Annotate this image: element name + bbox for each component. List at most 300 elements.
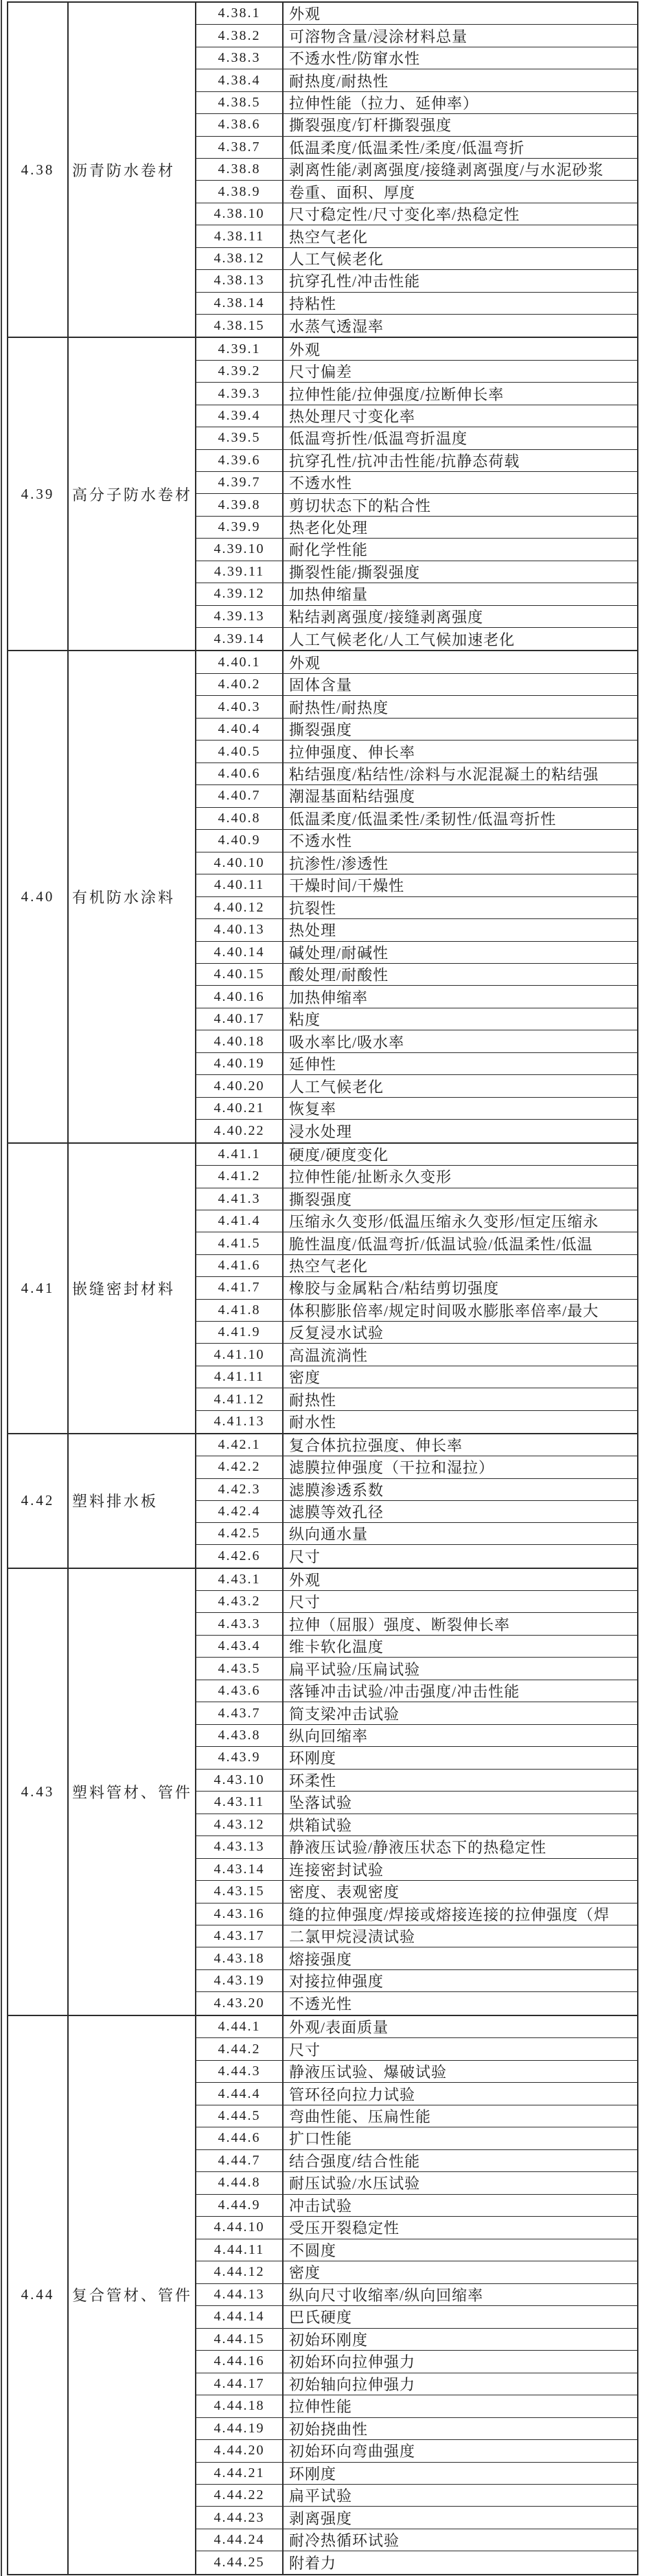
group-rows xyxy=(196,2016,637,2574)
item-name-cell: 脆性温度/低温弯折/低温试验/低温柔性/低温 xyxy=(289,1235,593,1253)
table-row xyxy=(196,1366,637,1388)
item-number-cell: 4.42.1 xyxy=(196,1434,284,1456)
item-number-cell: 4.39.12 xyxy=(196,583,284,605)
item-name-cell: 扁平试验/压扁试验 xyxy=(289,1660,421,1678)
table-row xyxy=(196,964,637,986)
table-row xyxy=(196,2418,637,2440)
table-row xyxy=(196,2083,637,2105)
item-name-cell: 滤膜等效孔径 xyxy=(289,1503,384,1521)
item-number-cell: 4.44.1 xyxy=(196,2016,284,2037)
item-name-cell: 高温流淌性 xyxy=(289,1346,369,1364)
item-name-cell: 滤膜拉伸强度（干拉和湿拉） xyxy=(289,1459,495,1477)
item-number-cell: 4.43.11 xyxy=(196,1792,284,1813)
table-row xyxy=(196,1456,637,1478)
item-number-cell: 4.41.8 xyxy=(196,1300,284,1321)
table-row xyxy=(196,225,637,247)
item-number-cell: 4.41.6 xyxy=(196,1255,284,1276)
item-number-cell: 4.44.6 xyxy=(196,2127,284,2149)
group-category-cell: 嵌缝密封材料 xyxy=(69,1144,196,1433)
table-row xyxy=(196,1322,637,1344)
table-row xyxy=(196,203,637,225)
item-name-cell: 尺寸 xyxy=(289,1548,321,1566)
item-number-cell: 4.44.15 xyxy=(196,2329,284,2350)
table-row xyxy=(196,2463,637,2485)
table-row xyxy=(196,874,637,896)
table-row xyxy=(196,561,637,583)
item-number-cell: 4.40.1 xyxy=(196,651,284,673)
item-number-cell: 4.44.23 xyxy=(196,2507,284,2528)
item-number-cell: 4.40.14 xyxy=(196,942,284,963)
item-name-cell: 卷重、面积、厚度 xyxy=(289,183,416,201)
table-row xyxy=(196,1344,637,1366)
item-number-cell: 4.38.12 xyxy=(196,248,284,269)
table-row xyxy=(196,763,637,785)
item-number-cell: 4.39.11 xyxy=(196,561,284,583)
table-row xyxy=(196,2373,637,2395)
table-row xyxy=(196,2440,637,2462)
item-name-cell: 扁平试验 xyxy=(289,2487,353,2505)
item-name-cell: 干燥时间/干燥性 xyxy=(289,877,405,895)
item-number-cell: 4.43.17 xyxy=(196,1925,284,1947)
item-number-cell: 4.44.5 xyxy=(196,2105,284,2127)
table-row xyxy=(196,92,637,114)
group-number-cell: 4.42 xyxy=(8,1434,69,1567)
table-row xyxy=(196,2395,637,2417)
item-number-cell: 4.39.1 xyxy=(196,338,284,359)
item-name-cell: 纵向回缩率 xyxy=(289,1728,369,1745)
table-row xyxy=(196,1992,637,2014)
item-number-cell: 4.39.13 xyxy=(196,606,284,627)
item-name-cell: 粘结剥离强度/接缝剥离强度 xyxy=(289,608,484,626)
table-row xyxy=(196,1053,637,1075)
item-number-cell: 4.42.2 xyxy=(196,1456,284,1478)
item-name-cell: 结合强度/结合性能 xyxy=(289,2152,421,2170)
table-row xyxy=(196,696,637,718)
item-number-cell: 4.43.8 xyxy=(196,1725,284,1746)
item-name-cell: 不透水性 xyxy=(289,833,353,850)
item-name-cell: 剪切状态下的粘合性 xyxy=(289,497,432,515)
table-row xyxy=(196,517,637,539)
item-name-cell: 扩口性能 xyxy=(289,2130,353,2148)
table-row xyxy=(196,1144,637,1166)
item-name-cell: 热老化处理 xyxy=(289,519,369,537)
item-name-cell: 恢复率 xyxy=(289,1100,337,1118)
item-name-cell: 环刚度 xyxy=(289,2465,337,2483)
table-row xyxy=(196,1569,637,1591)
table-row xyxy=(196,361,637,383)
item-number-cell: 4.42.6 xyxy=(196,1545,284,1567)
table-row xyxy=(196,405,637,427)
item-name-cell: 不透水性/防窜水性 xyxy=(289,50,421,68)
item-number-cell: 4.43.13 xyxy=(196,1836,284,1857)
table-row xyxy=(196,1030,637,1052)
item-name-cell: 加热伸缩率 xyxy=(289,988,369,1006)
table-row xyxy=(196,293,637,315)
item-name-cell: 尺寸稳定性/尺寸变化率/热稳定性 xyxy=(289,206,520,224)
capability-table xyxy=(7,1,638,2575)
table-row xyxy=(196,1836,637,1858)
item-number-cell: 4.40.22 xyxy=(196,1120,284,1142)
group-number-cell: 4.41 xyxy=(8,1144,69,1433)
item-name-cell: 烘箱试验 xyxy=(289,1816,353,1834)
table-row xyxy=(196,808,637,830)
item-name-cell: 浸水处理 xyxy=(289,1123,353,1141)
table-row xyxy=(196,2217,637,2239)
item-name-cell: 耐化学性能 xyxy=(289,541,369,559)
item-name-cell: 外观/表面质量 xyxy=(289,2019,389,2037)
item-number-cell: 4.43.14 xyxy=(196,1859,284,1880)
table-row xyxy=(196,450,637,472)
item-name-cell: 缝的拉伸强度/焊接或熔接连接的拉伸强度（焊 xyxy=(289,1906,610,1923)
item-name-cell: 不圆度 xyxy=(289,2241,337,2259)
item-number-cell: 4.41.9 xyxy=(196,1322,284,1343)
table-row xyxy=(196,2529,637,2551)
item-name-cell: 初始挠曲性 xyxy=(289,2420,369,2438)
item-number-cell: 4.40.2 xyxy=(196,674,284,695)
table-row xyxy=(196,1008,637,1030)
item-name-cell: 低温柔度/低温柔性/柔韧性/低温弯折性 xyxy=(289,810,557,828)
item-name-cell: 不透光性 xyxy=(289,1996,353,2013)
table-row xyxy=(196,2239,637,2261)
item-number-cell: 4.41.4 xyxy=(196,1210,284,1232)
item-number-cell: 4.39.8 xyxy=(196,494,284,515)
item-name-cell: 外观 xyxy=(289,5,321,23)
item-number-cell: 4.43.19 xyxy=(196,1970,284,1991)
item-number-cell: 4.38.10 xyxy=(196,203,284,225)
item-name-cell: 持粘性 xyxy=(289,295,337,313)
table-row xyxy=(196,674,637,696)
table-row xyxy=(196,741,637,762)
item-name-cell: 撕裂性能/撕裂强度 xyxy=(289,563,421,581)
item-name-cell: 静液压试验/静液压状态下的热稳定性 xyxy=(289,1839,547,1857)
item-number-cell: 4.41.5 xyxy=(196,1232,284,1254)
table-row xyxy=(196,1903,637,1925)
item-number-cell: 4.44.14 xyxy=(196,2306,284,2327)
table-row xyxy=(196,539,637,561)
item-name-cell: 低温弯折性/低温弯折温度 xyxy=(289,430,468,448)
table-row xyxy=(196,1792,637,1814)
item-name-cell: 环柔性 xyxy=(289,1772,337,1789)
item-name-cell: 落锤冲击试验/冲击强度/冲击性能 xyxy=(289,1683,520,1701)
table-row xyxy=(196,315,637,337)
table-row xyxy=(196,1947,637,1969)
table-row xyxy=(196,830,637,852)
table-row xyxy=(196,2061,637,2083)
item-name-cell: 简支梁冲击试验 xyxy=(289,1705,400,1723)
table-row xyxy=(196,1680,637,1702)
item-number-cell: 4.44.22 xyxy=(196,2485,284,2506)
item-number-cell: 4.39.7 xyxy=(196,472,284,493)
table-row xyxy=(196,1166,637,1188)
item-name-cell: 不透水性 xyxy=(289,475,353,493)
item-number-cell: 4.44.17 xyxy=(196,2373,284,2395)
group-category-cell: 沥青防水卷材 xyxy=(69,3,196,337)
table-row xyxy=(196,114,637,136)
item-number-cell: 4.38.6 xyxy=(196,114,284,135)
item-name-cell: 热空气老化 xyxy=(289,1258,369,1276)
item-number-cell: 4.40.3 xyxy=(196,696,284,717)
item-number-cell: 4.38.4 xyxy=(196,69,284,91)
item-name-cell: 坠落试验 xyxy=(289,1794,353,1812)
item-name-cell: 撕裂强度/钉杆撕裂强度 xyxy=(289,117,452,135)
item-number-cell: 4.43.3 xyxy=(196,1613,284,1634)
group-number-cell: 4.40 xyxy=(8,651,69,1142)
table-row xyxy=(196,1591,637,1613)
item-number-cell: 4.44.4 xyxy=(196,2083,284,2104)
table-row xyxy=(196,2150,637,2172)
item-number-cell: 4.38.7 xyxy=(196,137,284,158)
item-number-cell: 4.38.14 xyxy=(196,293,284,314)
item-name-cell: 外观 xyxy=(289,654,321,672)
item-number-cell: 4.43.2 xyxy=(196,1591,284,1612)
item-name-cell: 粘度 xyxy=(289,1011,321,1029)
item-name-cell: 二氯甲烷浸渍试验 xyxy=(289,1928,416,1946)
table-row xyxy=(196,1232,637,1254)
item-name-cell: 热空气老化 xyxy=(289,228,369,246)
table-row xyxy=(196,942,637,964)
table-row xyxy=(196,1725,637,1747)
item-number-cell: 4.40.8 xyxy=(196,808,284,829)
item-number-cell: 4.38.8 xyxy=(196,159,284,180)
item-name-cell: 水蒸气透湿率 xyxy=(289,317,384,335)
group-rows xyxy=(196,338,637,650)
item-number-cell: 4.44.10 xyxy=(196,2217,284,2238)
table-row xyxy=(196,1188,637,1210)
item-number-cell: 4.43.12 xyxy=(196,1814,284,1835)
item-name-cell: 受压开裂稳定性 xyxy=(289,2219,400,2237)
item-number-cell: 4.41.13 xyxy=(196,1411,284,1433)
item-name-cell: 纵向尺寸收缩率/纵向回缩率 xyxy=(289,2286,484,2304)
table-row xyxy=(196,1658,637,1680)
item-name-cell: 密度 xyxy=(289,1369,321,1387)
table-row xyxy=(196,2306,637,2328)
table-group xyxy=(8,1434,637,1568)
item-number-cell: 4.43.9 xyxy=(196,1747,284,1768)
table-row xyxy=(196,338,637,360)
item-number-cell: 4.44.11 xyxy=(196,2239,284,2261)
item-number-cell: 4.39.6 xyxy=(196,450,284,471)
table-row xyxy=(196,159,637,181)
table-row xyxy=(196,1613,637,1635)
item-number-cell: 4.40.18 xyxy=(196,1030,284,1052)
item-name-cell: 硬度/硬度变化 xyxy=(289,1146,389,1164)
group-number-cell: 4.43 xyxy=(8,1569,69,2015)
table-row xyxy=(196,3,637,25)
table-row xyxy=(196,1300,637,1322)
item-name-cell: 巴氏硬度 xyxy=(289,2309,353,2327)
table-row xyxy=(196,1501,637,1523)
table-row xyxy=(196,651,637,673)
item-name-cell: 静液压试验、爆破试验 xyxy=(289,2064,448,2081)
item-number-cell: 4.40.10 xyxy=(196,852,284,874)
item-number-cell: 4.43.4 xyxy=(196,1636,284,1657)
item-name-cell: 拉伸性能/拉伸强度/拉断伸长率 xyxy=(289,385,505,403)
item-number-cell: 4.43.15 xyxy=(196,1881,284,1902)
item-name-cell: 环刚度 xyxy=(289,1750,337,1767)
item-name-cell: 外观 xyxy=(289,341,321,359)
item-name-cell: 热处理尺寸变化率 xyxy=(289,407,416,425)
table-row xyxy=(196,2329,637,2351)
table-row xyxy=(196,1636,637,1658)
item-number-cell: 4.40.11 xyxy=(196,874,284,896)
table-row xyxy=(196,2172,637,2194)
item-number-cell: 4.40.5 xyxy=(196,741,284,762)
item-number-cell: 4.41.3 xyxy=(196,1188,284,1210)
table-row xyxy=(196,785,637,807)
item-number-cell: 4.44.24 xyxy=(196,2529,284,2551)
table-row xyxy=(196,1747,637,1769)
table-row xyxy=(196,2261,637,2283)
item-number-cell: 4.40.21 xyxy=(196,1098,284,1119)
item-name-cell: 拉伸性能（拉力、延伸率） xyxy=(289,94,479,112)
item-name-cell: 人工气候老化/人工气候加速老化 xyxy=(289,631,516,648)
item-name-cell: 纵向通水量 xyxy=(289,1526,369,1544)
item-number-cell: 4.42.3 xyxy=(196,1479,284,1500)
table-row xyxy=(196,47,637,69)
item-number-cell: 4.43.18 xyxy=(196,1947,284,1969)
table-row xyxy=(196,1411,637,1433)
item-number-cell: 4.38.3 xyxy=(196,47,284,69)
item-number-cell: 4.40.19 xyxy=(196,1053,284,1074)
item-name-cell: 可溶物含量/浸涂材料总量 xyxy=(289,27,468,45)
item-name-cell: 附着力 xyxy=(289,2555,337,2573)
item-name-cell: 拉伸强度、伸长率 xyxy=(289,743,416,761)
group-category-cell: 复合管材、管件 xyxy=(69,2016,196,2574)
table-row xyxy=(196,2016,637,2038)
table-row xyxy=(196,1098,637,1120)
item-name-cell: 体积膨胀倍率/规定时间吸水膨胀率倍率/最大 xyxy=(289,1302,599,1320)
item-number-cell: 4.38.11 xyxy=(196,225,284,247)
item-number-cell: 4.43.6 xyxy=(196,1680,284,1702)
item-name-cell: 维卡软化温度 xyxy=(289,1638,384,1656)
item-name-cell: 粘结强度/粘结性/涂料与水泥混凝土的粘结强 xyxy=(289,765,599,783)
group-category-cell: 高分子防水卷材 xyxy=(69,338,196,650)
table-row xyxy=(196,69,637,91)
item-name-cell: 酸处理/耐酸性 xyxy=(289,967,389,984)
item-name-cell: 耐水性 xyxy=(289,1414,337,1432)
item-name-cell: 耐热性 xyxy=(289,1391,337,1409)
item-number-cell: 4.40.13 xyxy=(196,919,284,940)
table-group xyxy=(8,1569,637,2016)
item-name-cell: 管环径向拉力试验 xyxy=(289,2086,416,2103)
item-name-cell: 拉伸（屈服）强度、断裂伸长率 xyxy=(289,1616,511,1634)
table-group xyxy=(8,2016,637,2575)
item-number-cell: 4.41.11 xyxy=(196,1366,284,1388)
item-name-cell: 热处理 xyxy=(289,922,337,940)
table-row xyxy=(196,2105,637,2127)
table-row xyxy=(196,2038,637,2060)
table-row xyxy=(196,897,637,919)
item-number-cell: 4.43.10 xyxy=(196,1770,284,1791)
table-row xyxy=(196,1925,637,1947)
item-number-cell: 4.42.5 xyxy=(196,1523,284,1544)
item-number-cell: 4.38.2 xyxy=(196,25,284,46)
item-name-cell: 潮湿基面粘结强度 xyxy=(289,788,416,806)
item-number-cell: 4.44.19 xyxy=(196,2418,284,2439)
table-row xyxy=(196,1075,637,1097)
item-number-cell: 4.38.5 xyxy=(196,92,284,113)
item-number-cell: 4.43.20 xyxy=(196,1992,284,2014)
item-number-cell: 4.41.1 xyxy=(196,1144,284,1165)
item-number-cell: 4.43.5 xyxy=(196,1658,284,1679)
item-name-cell: 加热伸缩量 xyxy=(289,586,369,604)
item-name-cell: 初始轴向拉伸强力 xyxy=(289,2375,416,2393)
item-name-cell: 尺寸 xyxy=(289,2041,321,2059)
item-number-cell: 4.43.16 xyxy=(196,1903,284,1925)
item-number-cell: 4.40.20 xyxy=(196,1075,284,1096)
table-row xyxy=(196,1545,637,1567)
group-rows xyxy=(196,1569,637,2015)
item-number-cell: 4.41.7 xyxy=(196,1277,284,1298)
group-category-cell: 有机防水涂料 xyxy=(69,651,196,1142)
item-name-cell: 弯曲性能、压扁性能 xyxy=(289,2108,432,2125)
item-name-cell: 橡胶与金属粘合/粘结剪切强度 xyxy=(289,1280,500,1298)
group-rows xyxy=(196,1144,637,1433)
table-row xyxy=(196,2507,637,2529)
table-group xyxy=(8,3,637,338)
table-row xyxy=(196,606,637,628)
item-name-cell: 耐热度/耐热性 xyxy=(289,72,389,90)
item-number-cell: 4.40.15 xyxy=(196,964,284,985)
item-name-cell: 外观 xyxy=(289,1571,321,1589)
item-name-cell: 冲击试验 xyxy=(289,2197,353,2215)
item-number-cell: 4.39.9 xyxy=(196,517,284,538)
table-row xyxy=(196,1881,637,1903)
item-name-cell: 耐热性/耐热度 xyxy=(289,699,389,716)
item-name-cell: 连接密封试验 xyxy=(289,1861,384,1879)
item-name-cell: 固体含量 xyxy=(289,677,353,694)
table-row xyxy=(196,1523,637,1545)
table-row xyxy=(196,2284,637,2306)
group-number-cell: 4.39 xyxy=(8,338,69,650)
item-name-cell: 熔接强度 xyxy=(289,1950,353,1968)
item-number-cell: 4.39.3 xyxy=(196,383,284,404)
table-row xyxy=(196,383,637,405)
item-name-cell: 拉伸性能/扯断永久变形 xyxy=(289,1168,452,1186)
item-number-cell: 4.40.6 xyxy=(196,763,284,784)
table-row xyxy=(196,1434,637,1456)
table-row xyxy=(196,919,637,941)
table-row xyxy=(196,248,637,270)
item-number-cell: 4.38.15 xyxy=(196,315,284,337)
table-row xyxy=(196,270,637,292)
item-name-cell: 人工气候老化 xyxy=(289,1078,384,1096)
table-row xyxy=(196,986,637,1008)
item-number-cell: 4.44.21 xyxy=(196,2463,284,2484)
table-row xyxy=(196,2485,637,2507)
item-name-cell: 压缩永久变形/低温压缩永久变形/恒定压缩永 xyxy=(289,1213,599,1231)
group-rows xyxy=(196,3,637,337)
item-number-cell: 4.42.4 xyxy=(196,1501,284,1522)
table-row xyxy=(196,1479,637,1501)
item-number-cell: 4.44.7 xyxy=(196,2150,284,2171)
item-name-cell: 尺寸 xyxy=(289,1594,321,1612)
table-row xyxy=(196,137,637,159)
table-row xyxy=(196,25,637,47)
item-number-cell: 4.40.16 xyxy=(196,986,284,1007)
table-row xyxy=(196,1859,637,1881)
table-row xyxy=(196,2195,637,2217)
table-group xyxy=(8,338,637,651)
item-number-cell: 4.40.4 xyxy=(196,719,284,740)
page-edge-line xyxy=(1,0,2,2576)
item-number-cell: 4.39.14 xyxy=(196,628,284,650)
group-rows xyxy=(196,1434,637,1567)
item-number-cell: 4.44.16 xyxy=(196,2351,284,2372)
item-name-cell: 抗穿孔性/抗冲击性能/抗静态荷载 xyxy=(289,452,520,470)
table-row xyxy=(196,181,637,203)
table-group xyxy=(8,651,637,1143)
